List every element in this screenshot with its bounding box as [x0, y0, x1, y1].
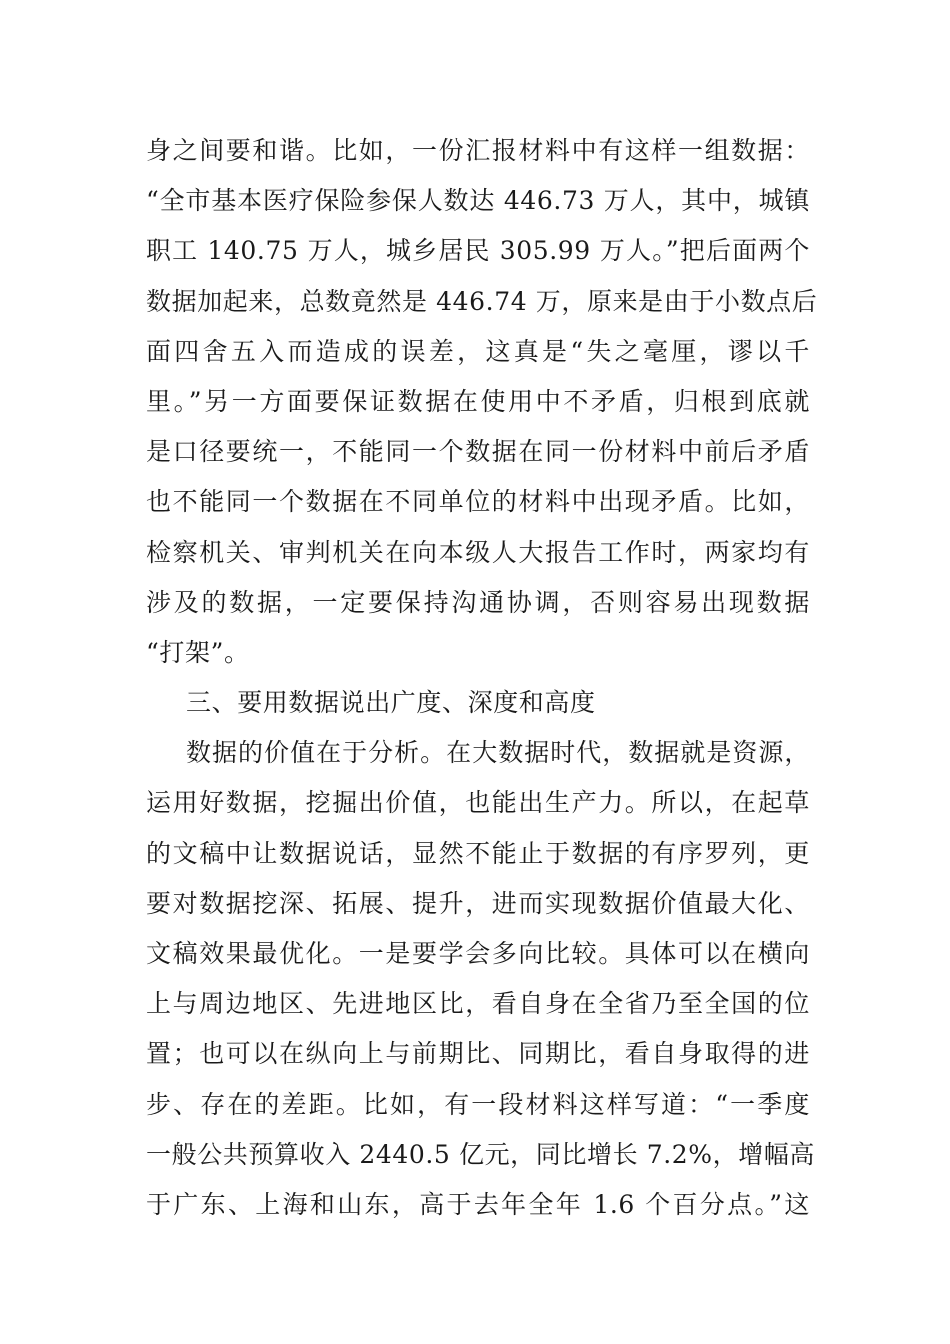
text-line: 置；也可以在纵向上与前期比、同期比，看自身取得的进: [146, 1039, 810, 1069]
text-line: 数据的价值在于分析。在大数据时代，数据就是资源，: [186, 738, 810, 768]
text-line: 文稿效果最优化。一是要学会多向比较。具体可以在横向: [146, 939, 810, 968]
text-line: “打架”。: [146, 637, 250, 667]
text-line: 步、存在的差距。比如，有一段材料这样写道：“一季度: [146, 1089, 810, 1119]
text-line: 的文稿中让数据说话，显然不能止于数据的有序罗列，更: [146, 838, 810, 868]
section-heading: 三、要用数据说出广度、深度和高度: [186, 688, 596, 718]
text-line: 也不能同一个数据在不同单位的材料中出现矛盾。比如，: [146, 487, 810, 517]
text-line: 里。”另一方面要保证数据在使用中不矛盾，归根到底就: [146, 386, 810, 416]
text-line: 运用好数据，挖掘出价值，也能出生产力。所以，在起草: [146, 788, 810, 818]
text-line: 数据加起来，总数竟然是 446.74 万，原来是由于小数点后: [146, 286, 818, 316]
text-line: 身之间要和谐。比如，一份汇报材料中有这样一组数据：: [146, 136, 810, 165]
text-line: 面四舍五入而造成的误差，这真是“失之毫厘，谬以千: [146, 336, 810, 366]
text-line: 职工 140.75 万人，城乡居民 305.99 万人。”把后面两个: [146, 236, 810, 266]
text-line: “全市基本医疗保险参保人数达 446.73 万人，其中，城镇: [146, 186, 810, 216]
text-line: 一般公共预算收入 2440.5 亿元，同比增长 7.2%，增幅高: [146, 1139, 816, 1169]
body-text: [146, 126, 818, 1230]
text-line: 是口径要统一，不能同一个数据在同一份材料中前后矛盾: [146, 437, 810, 467]
text-line: 于广东、上海和山东，高于去年全年 1.6 个百分点。”这: [146, 1189, 810, 1219]
text-line: 检察机关、审判机关在向本级人大报告工作时，两家均有: [146, 537, 810, 567]
text-line: 要对数据挖深、拓展、提升，进而实现数据价值最大化、: [146, 888, 810, 918]
text-line: 涉及的数据，一定要保持沟通协调，否则容易出现数据: [146, 587, 810, 617]
text-line: 上与周边地区、先进地区比，看自身在全省乃至全国的位: [146, 989, 810, 1019]
